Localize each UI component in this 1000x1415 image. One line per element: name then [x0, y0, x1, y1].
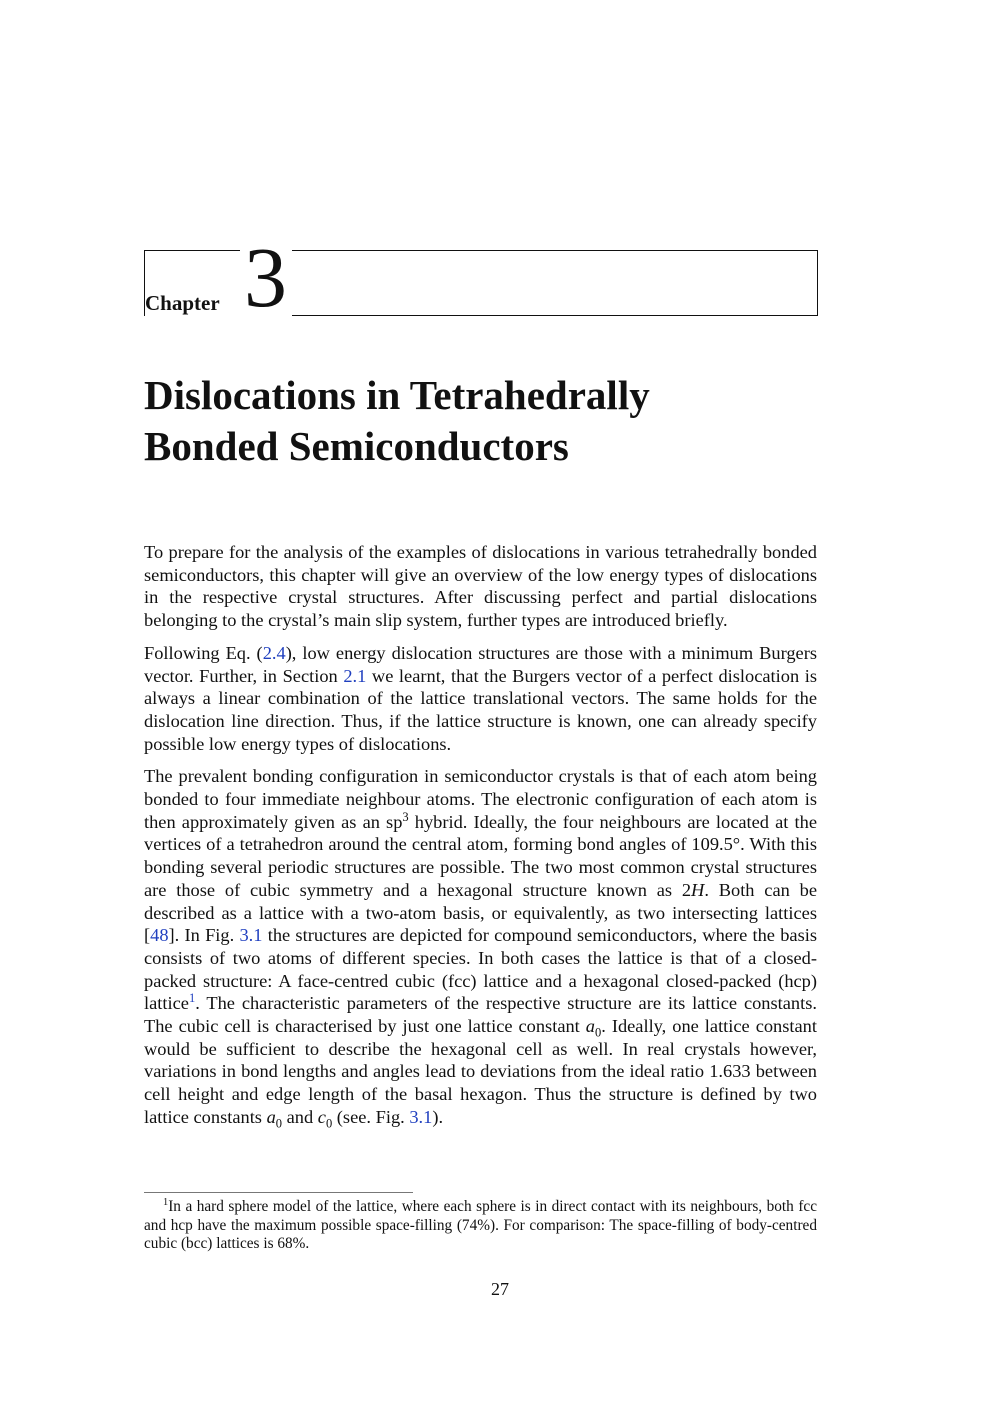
- footnote-body: In a hard sphere model of the lattice, where each sphere is in direct contact with its neighbours, both fcc and hcp have the maximum possible space-filling (74%). For comparison: The space-filling of body-centred cubic (bcc) lattices is 68%.: [144, 1198, 817, 1252]
- subscript: 0: [594, 1025, 602, 1040]
- footnote-link[interactable]: 1: [188, 991, 196, 1006]
- text-run: . Both can be described as a lattice with a two-atom basis, or equivalently, as two intersecting lattices [: [144, 879, 817, 946]
- text-run: the structures are depicted for compound semiconductors, where the basis consists of two atoms of different species. In both cases the lattice is that of a closed-packed structure: A face-centred cubic (fcc) lattice and a hexagonal closed-packed (hcp) lattice: [144, 925, 817, 1014]
- footnote: [144, 1198, 817, 1254]
- math-symbol: a: [585, 1016, 595, 1037]
- text-run: ).: [432, 1106, 444, 1127]
- text-run: . Ideally, one lattice constant would be sufficient to describe the hexagonal cell as well. In real crystals however, variations in bond lengths and angles lead to deviations from the ideal ratio 1.633 between cell height and edge length of the basal hexagon. Thus the structure is defined by two lattice constants: [144, 1016, 817, 1127]
- paragraph-bonding: [144, 765, 817, 1131]
- page-number: 27: [491, 1279, 509, 1299]
- superscript: 3: [402, 809, 409, 824]
- text-run: ), low energy dislocation structures are those with a minimum Burgers vector. Further, in Section: [144, 642, 817, 686]
- text-run: The prevalent bonding configuration in semiconductor crystals is that of each atom being bonded to four immediate neighbour atoms. The electronic configuration of each atom is then approximately given as an sp: [144, 766, 817, 832]
- math-symbol: c: [317, 1106, 326, 1127]
- chapter-frame-right: [292, 250, 818, 316]
- chapter-label: Chapter: [145, 293, 226, 314]
- text-run: (see. Fig.: [332, 1106, 410, 1127]
- section-link[interactable]: 2.1: [343, 665, 367, 686]
- text-run: and: [282, 1106, 318, 1127]
- figure-link[interactable]: 3.1: [409, 1106, 433, 1127]
- math-symbol: H: [691, 879, 705, 900]
- equation-link[interactable]: 2.4: [262, 642, 286, 663]
- chapter-title-line-1: Dislocations in Tetrahedrally: [144, 372, 650, 418]
- paragraph-intro: To prepare for the analysis of the examples of dislocations in various tetrahedrally bonded semiconductors, this chapter will give an overview of the low energy types of dislocations in the respective crystal structures. After discussing perfect and partial dislocations belonging to the crystal’s main slip system, further types are introduced briefly.: [144, 542, 817, 631]
- subscript: 0: [325, 1116, 333, 1131]
- text-run: . The characteristic parameters of the respective structure are its lattice constants. The cubic cell is characterised by just one lattice constant: [144, 993, 817, 1037]
- footnote-mark: 1: [163, 1196, 169, 1208]
- footnote-rule: [144, 1192, 413, 1193]
- chapter-title: [144, 370, 824, 472]
- subscript: 0: [275, 1116, 283, 1131]
- paragraph-burgers: [144, 642, 817, 756]
- text-run: ]. In Fig.: [168, 925, 240, 946]
- chapter-title-line-2: Bonded Semiconductors: [144, 423, 569, 469]
- math-symbol: a: [266, 1106, 276, 1127]
- text-run: hybrid. Ideally, the four neighbours are located at the vertices of a tetrahedron around the central atom, forming bond angles of 109.5°. With this bonding several periodic structures are possible. The two most common crystal structures are those of cubic symmetry and a hexagonal structure known as 2: [144, 811, 817, 900]
- footnote-text: [144, 1198, 817, 1254]
- text-run: Following Eq. (: [144, 642, 263, 663]
- body-text: [144, 541, 817, 1139]
- text-run: we learnt, that the Burgers vector of a perfect dislocation is always a linear combination of the lattice translational vectors. The same holds for the dislocation line direction. Thus, if the lattice structure is known, one can already specify possible low energy types of dislocations.: [144, 665, 818, 754]
- figure-link[interactable]: 3.1: [239, 925, 263, 946]
- chapter-number: 3: [240, 234, 291, 320]
- chapter-heading: [144, 229, 818, 325]
- citation-link[interactable]: 48: [150, 925, 169, 946]
